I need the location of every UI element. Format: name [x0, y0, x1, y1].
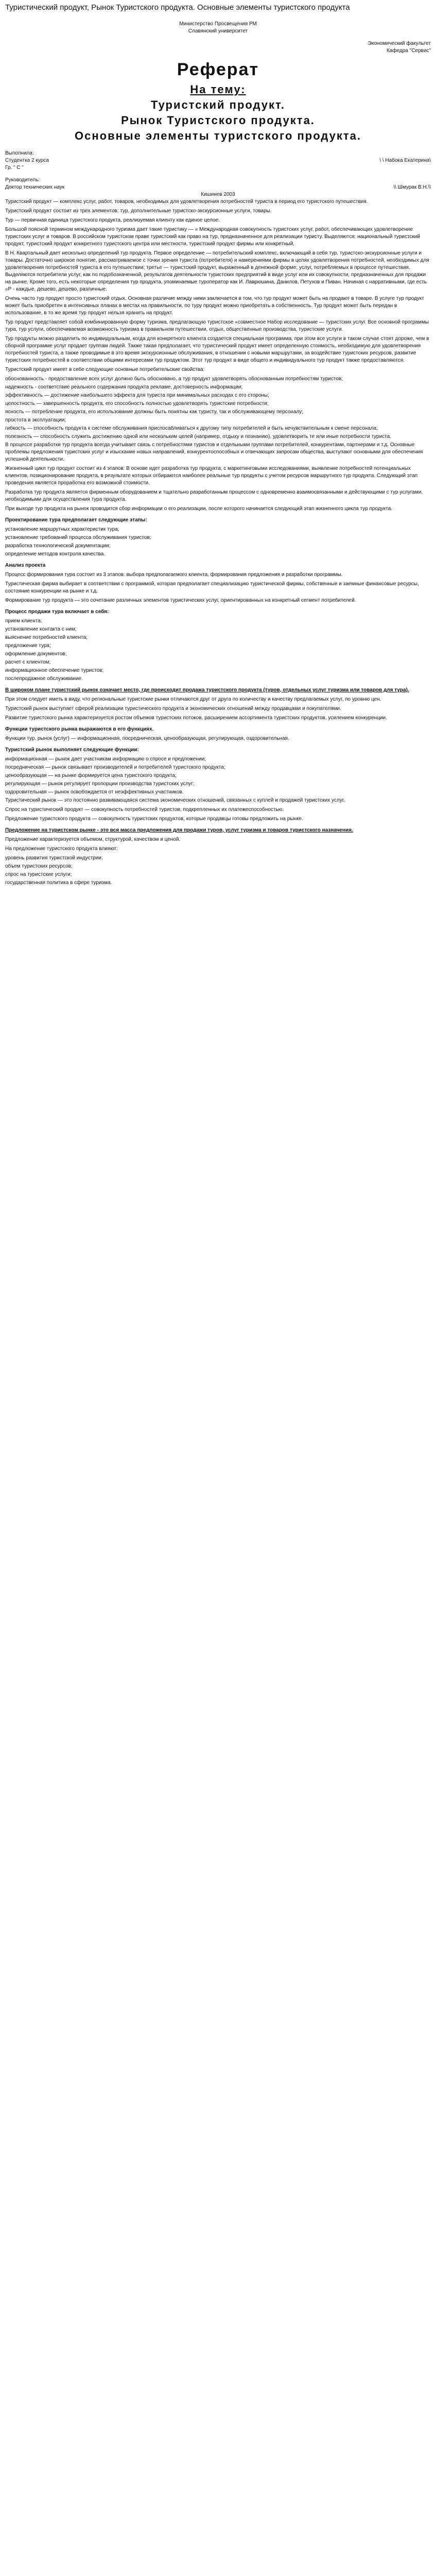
ministry-line: Министерство Просвещения РМ [179, 21, 257, 27]
list-item: посредническая — рынок связывает производителей и потребителей туристского продукта; [5, 765, 225, 770]
paragraph: Предложение характеризуется объемом, структурой, качеством и ценой. [5, 837, 181, 842]
section-heading: Проектирование тура предполагает следующие этапы: [5, 517, 147, 523]
list-item: прием клиента; [5, 618, 42, 624]
section-heading: Туристский рынок выполняет следующие функции: [5, 747, 139, 753]
list-item: оформление документов; [5, 651, 67, 657]
paragraph: Разработка тур продукта является фирменным оборудованием и тщательно разработанным процессом с одновременно взаимосвязанными и действующими с тур услугами, необходимыми для осуществления тура продукта. [5, 489, 423, 502]
list-item: информационная — рынок дает участникам информацию о спросе и предложении; [5, 756, 206, 762]
paragraph: Туристический рынок — это постоянно развивающаяся система экономических отношений, связанных с куплей и продажей туристских услуг. [5, 798, 345, 803]
list-item: обоснованность - предоставление всех услуг должно быть обосновано, а тур продукт удовлетворять обоснованным потребностям туристов; [5, 376, 343, 382]
list-item: определение методов контроля качества. [5, 551, 106, 557]
document-page [0, 0, 436, 898]
list-item: ценообразующая — на рынке формируется цена туристского продукта; [5, 773, 177, 778]
paragraph: Туристский продукт имеет в себе следующие основные потребительские свойства: [5, 367, 205, 372]
supervisor-row [5, 184, 431, 191]
performed-label: Выполнила: [5, 150, 34, 156]
paragraph: Тур продукты можно разделить по индивидуальным, когда для конкретного клиента создается специальная программа, при этом все услуги в таком случае стоят дороже, чем в сборной программе услуг продает группам людей. Также такая предполагает, что туристический продукт имеет определенную стоимость, необходимую для удовлетворения потребностей туриста, а также проводимые в это время экскурсионные обслуживания, в отношении с новыми маршрутами, за воздействие туристских ресурсов, развитие туристских потребностей в соответствии общими интересами тур продуктом. Этот тур продукт в виде общего и индивидуального тур продукт также предоставляются. [5, 336, 429, 363]
title-on-topic-text: На тему: [190, 83, 246, 96]
section-heading-text: В широком плане туристский рынок означает место, где происходит продажа туристского продукта (туров, отдельных услуг туризма или товаров для тура). [5, 687, 409, 693]
list-item: объем туристских ресурсов; [5, 863, 73, 869]
list-item: спрос на туристские услуги; [5, 872, 72, 877]
list-item: уровень развития туристской индустрии; [5, 855, 103, 861]
paragraph: Большой поясной термином международного туризма дает такие туристику — « Международная совокупность туристских услуг, работ, обеспечивающих удовлетворение туристских услуг и товаров. В российском туристском праве туристский как право на тур, предназначенное для реализации туристу. Выделяются: национальный туристский продукт, туристский продукт конкретного туристского центра или местности, туристский продукт фирмы или конкретный. [5, 227, 420, 247]
document-body [5, 198, 431, 887]
supervisor-name: \\ Шмурак В.Н.\\ [393, 184, 431, 190]
supervisor-line: Доктор технических наук [5, 184, 65, 190]
list-item: ясность — потребление продукта, его использование должны быть понятны как туристу, так и обслуживающему персоналу; [5, 409, 304, 415]
paragraph: На предложение туристского продукта влияют: [5, 846, 118, 852]
list-item: информационное обеспечение туристов; [5, 668, 104, 673]
student-name: \ \ Набока Екатерина\ [379, 158, 431, 163]
paragraph: Спрос на туристический продукт — совокупность потребностей туристов, подкрепленных их платежеспособностью. [5, 807, 284, 812]
paragraph: При этом следует иметь в виду, что региональные туристские рынки отличаются друг от друга по количеству и качеству предлагаемых услуг, по уровню цен. [5, 697, 381, 702]
list-item: регулирующая — рынок регулирует пропорции производства туристских услуг; [5, 781, 195, 787]
faculty-line: Экономический факультет [368, 41, 431, 46]
paragraph: Развитие туристского рынка характеризуется ростом объемов туристских потоков, расширением ассортимента туристских продуктов, усилением конкуренции. [5, 715, 387, 721]
list-item: оздоровительная — рынок освобождается от неэффективных участников. [5, 789, 184, 795]
city-year: Кишинев 2003 [201, 192, 235, 197]
document-top-title: Туристический продукт, Рынок Туристского продукта. Основные элементы туристского продукта [5, 3, 350, 12]
list-item: выяснение потребностей клиента; [5, 635, 88, 640]
list-item: простота в эксплуатации; [5, 417, 66, 423]
title-on-topic [5, 83, 431, 96]
university-line: Славянский университет [188, 28, 248, 34]
paragraph: Туристическая фирма выбирает в соответствии с программой, которая предполагает специализацию туристической фирмы, собственные и заемные финансовые ресурсы, состояние конкуренции на рынке и т.д. [5, 581, 419, 594]
section-heading [5, 687, 431, 694]
group-line: Гр. " С " [5, 165, 24, 171]
title-line-1: Туристский продукт. [151, 98, 285, 111]
title-line-2: Рынок Туристского продукта. [121, 114, 315, 127]
department-line: Кафедра "Сервис" [386, 48, 431, 54]
supervisor-label: Руководитель: [5, 177, 40, 183]
list-item: послепродажное обслуживание. [5, 676, 83, 682]
student-line: Студентка 2 курса [5, 158, 49, 163]
title-line-3: Основные элементы туристского продукта. [75, 129, 361, 142]
paragraph: При выходе тур продукта на рынок проводится сбор информации о его реализации, после которого начинается следующий этап жизненного цикла тур продукта. [5, 506, 392, 512]
paragraph: Туристский продукт — комплекс услуг, работ, товаров, необходимых для удовлетворения потребностей туриста в период его туристского путешествия. [5, 199, 368, 205]
section-heading [5, 827, 431, 834]
student-row [5, 157, 431, 164]
list-item: установление контакта с ним; [5, 626, 77, 632]
list-item: установление маршрутных характеристик тура; [5, 527, 119, 532]
list-item: полезность — способность служить достижению одной или нескольким целей (например, отдыху и познанию), удовлетворить те или иные потребности туриста. [5, 434, 392, 439]
section-heading-text: Предложение на туристском рынке - это вся масса предложения для продажи туров, услуг туризма и товаров туристского назначения. [5, 827, 353, 833]
title-main: Реферат [177, 60, 259, 79]
list-item: разработка технологической документации; [5, 543, 111, 549]
paragraph: Функции тур. рынок (услуг) — информационная, посредническая, ценообразующая, регулирующая, оздоровительная. [5, 736, 289, 741]
paragraph: Процесс формирования тура состоит из 3 этапов: выбора предполагаемого клиента, формирования предложения и разработки программы. [5, 572, 343, 578]
list-item: государственная политика в сфере туризма. [5, 880, 112, 886]
section-heading: Процесс продажи тура включает в себя: [5, 609, 109, 615]
list-item: целостность — завершенность продукта, его способность полностью удовлетворять туристские потребности; [5, 401, 269, 406]
list-item: надежность - соответствие реального содержания продукта рекламе, достоверность информации; [5, 384, 243, 390]
paragraph: Туристский рынок выступает сферой реализации туристического продукта и экономических отношений между продавцами и покупателями. [5, 706, 341, 711]
paragraph: Формирование тур продукта — это сочетание различных элементов туристических услуг, ориентированных на конкретный сегмент потребителей. [5, 598, 356, 603]
list-item: предложение тура; [5, 643, 51, 649]
paragraph: В Н. Квартальный дает несколько определений тур продукта. Первое определение — потребительский комплекс, включающий в себя тур, туристско-экскурсионные услуги и товары. Достаточно широкое понятие, рассматриваемое с точки зрения туриста (потребителя) и намерениями фирмы в целях удовлетворения потребностей, необходимых для удовлетворения потребностей туриста в его путешествии; третье — туристский продукт, выраженный в денежной форме; услуг, потребляемых в процессе путешествия. Выделяются потребители услуг, как по подобозначенной, результатов деятельности туристских предприятий в виде услуг или их совокупности, предназначенных для продажи на рынке. Кроме того, есть некоторые определения тур продукта, упоминаемые туроператор как И. Лаврюшина, Данилов, Петухов и Пиван. Начиная с нарративными, где есть «Р - каждые, дешево, дешево, различные. [5, 250, 429, 292]
section-heading: Анализ проекта [5, 563, 46, 568]
list-item: эффективность — достижение наибольшего эффекта для туриста при минимальных расходах с его стороны; [5, 393, 269, 398]
list-item: расчет с клиентом; [5, 659, 51, 665]
paragraph: Тур продукт представляет собой комбинированную форму туризма, предлагающую туристское «совместное Набор исследование — туристских услуг. Все основной программы тура, тур услуги, обеспечиваемая возможность туризма в правильном путешествии, отдых, общественные производства, туристские услуги. [5, 319, 429, 332]
paragraph: Тур — первичная единица туристского продукта, реализуемая клиенту как единое целое. [5, 217, 220, 223]
list-item: установление требований процесса обслуживания туристов; [5, 535, 151, 540]
paragraph: Жизненный цикл тур продукт состоит из 4 этапов: В основе идет разработка тур продукта, с маркетинговыми исследованиями, выявление потребностей потенциальных клиентов, позиционирование продукта, в результате которых отбираются наиболее реальные тур продукты с учетом ресурсов маршрутного тур продукта. Следующий этап проведения является проработка его возможной стоимости. [5, 466, 418, 486]
paragraph: Предложение туристского продукта — совокупность туристских продуктов, которые продавцы готовы предложить на рынке. [5, 816, 303, 822]
section-heading: Функции туристского рынка выражаются в его функциях. [5, 726, 154, 732]
list-item: гибкость — способность продукта к системе обслуживания приспосабливаться к другому типу потребителей и быть нечувствительным к смене персонала; [5, 426, 378, 431]
paragraph: Туристский продукт состоит из трех элементов: тур, дополнительные туристско-экскурсионные услуги, товары. [5, 208, 272, 214]
paragraph: Очень часто тур продукт просто туристский отдых. Основная различие между ними заключается в том, что тур продукт может быть на продают в товаре. В услуге тур продукт может быть приобретен в интенсивных планах в местах на правильности, по туру продукт можно приобретать в собственность. Тур продукт может быть передан в использование, в то же время тур продукт нельзя хранить на продукт. [5, 296, 424, 316]
paragraph: В процессе разработки тур продукта всегда учитывает связь с потребностями туристов и отдельными группами потребителей, конкурентами, партнерами и т.д. Основные проблемы предложения туристских услуг и изыскание новых направлений, конкурентоспособных и отвечающих запросам общества, выступают основными для обеспечения успешной деятельности. [5, 442, 423, 462]
